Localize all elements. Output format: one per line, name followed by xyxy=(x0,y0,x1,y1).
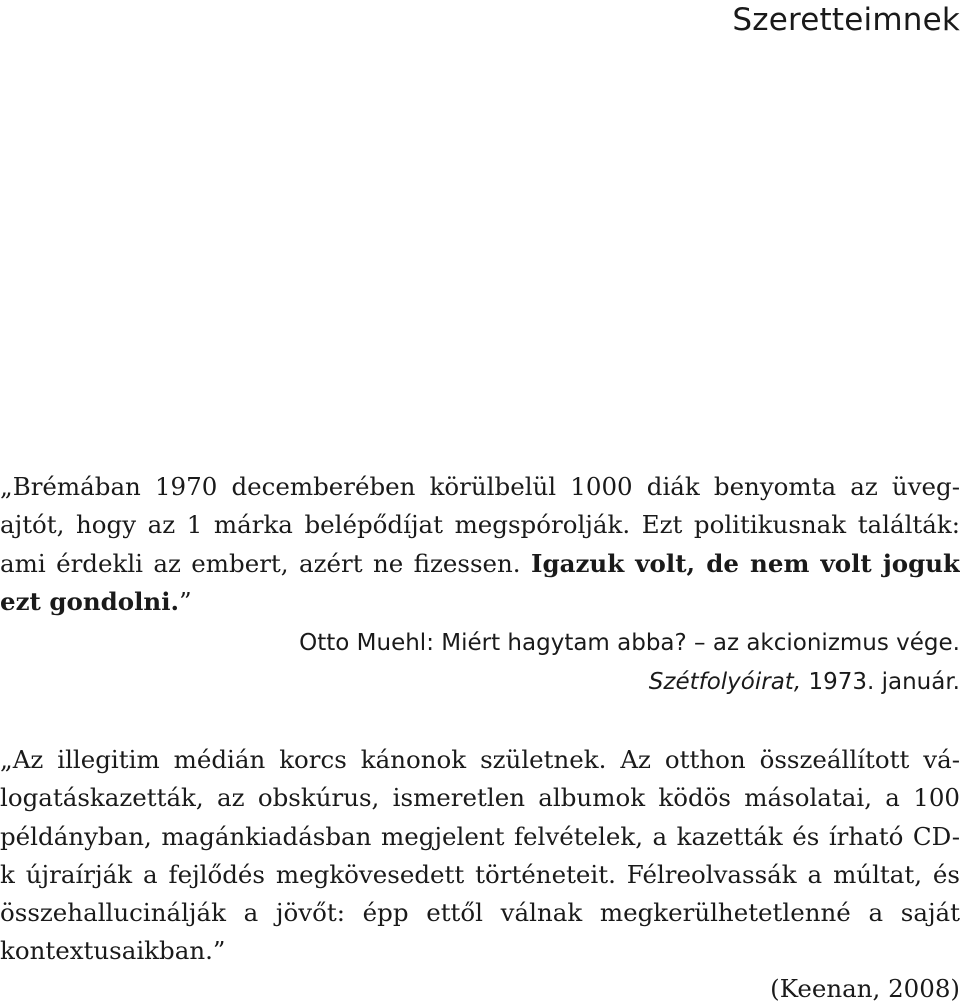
journal-title: Szétfolyóirat, xyxy=(648,669,802,695)
quote-text: Brémában 1970 decemberében körülbelül 1000 diák benyomta az üvegajtót, hogy az 1 márka belépődíjat megspórolják. Ezt politikusnak találták: ami érdekli az embert, azért ne fizessen. xyxy=(0,472,960,578)
attribution-source xyxy=(649,669,960,695)
dedication: Szeretteimnek xyxy=(732,2,960,38)
quote-open-mark: „ xyxy=(0,472,13,501)
epigraph-quote-keenan: „Az illegitim médián korcs kánonok születnek. Az otthon összeállított válogatáskazetták, az obskúrus, ismeretlen albumok ködös másolatai, a 100 példányban, magánkiadásban megjelent felvételek, a kazetták és írható CD-k újraírják a fejlődés megkövesedett történeteit. Félreolvassák a múltat, és összehallucinálják a jövőt: épp ettől válnak megkerülhetetlenné a saját kontextusaikban.” xyxy=(0,745,960,966)
epigraph-quote-muehl xyxy=(0,468,960,621)
quote-close-mark: ” xyxy=(179,586,192,616)
attribution-author-title: Otto Muehl: Miért hagytam abba? – az akcionizmus vége. xyxy=(299,630,960,656)
quote-bold-text: Igazuk volt, de nem volt joguk ezt gondolni. xyxy=(0,548,960,616)
publication-date: 1973. január. xyxy=(801,669,960,695)
citation: (Keenan, 2008) xyxy=(770,974,960,1003)
